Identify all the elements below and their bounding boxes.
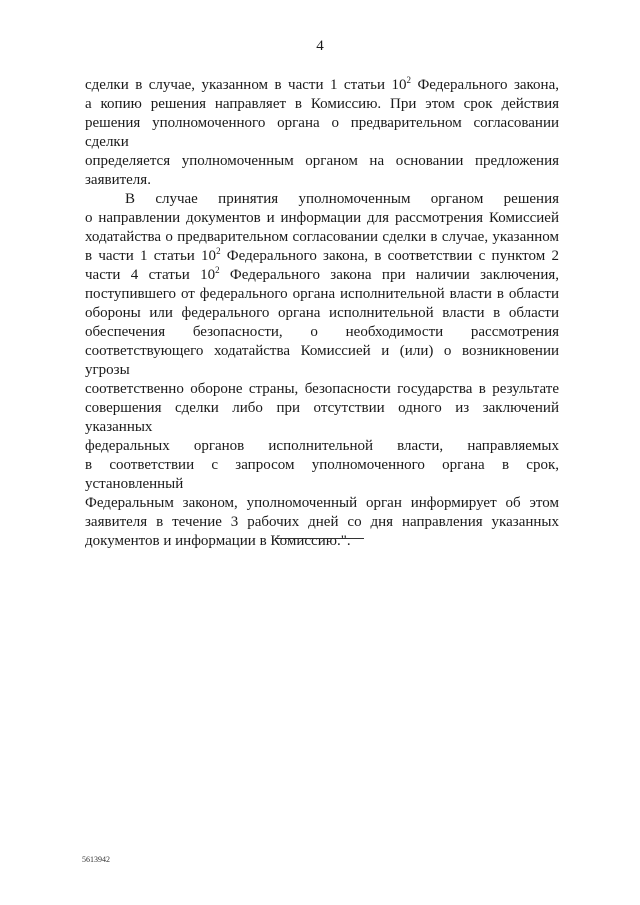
text-line: документов и информации в Комиссию.". xyxy=(85,533,351,549)
text-line xyxy=(85,247,559,266)
text-segment: Федерального закона, в соответствии с пунктом 2 xyxy=(220,248,559,264)
text-line: Федеральным законом, уполномоченный орган информирует об этом xyxy=(85,495,559,511)
text-line xyxy=(85,76,559,95)
text-line: решения уполномоченного органа о предварительном согласовании сделки xyxy=(85,115,559,150)
text-line: определяется уполномоченным органом на основании предложения xyxy=(85,153,559,169)
text-line: совершения сделки либо при отсутствии одного из заключений указанных xyxy=(85,400,559,435)
text-line: обеспечения безопасности, о необходимости рассмотрения xyxy=(85,324,559,340)
text-segment: сделки в случае, указанном в части 1 статьи 10 xyxy=(85,77,407,93)
text-line: обороны или федерального органа исполнительной власти в области xyxy=(85,305,559,321)
text-line xyxy=(85,266,559,285)
superscript: 2 xyxy=(216,246,221,256)
superscript: 2 xyxy=(215,265,220,275)
text-line: соответственно обороне страны, безопасности государства в результате xyxy=(85,381,559,397)
paragraph-2 xyxy=(85,190,559,551)
text-segment: в части 1 статьи 10 xyxy=(85,248,217,264)
superscript: 2 xyxy=(406,75,411,85)
page-number: 4 xyxy=(316,38,324,54)
text-line: о направлении документов и информации для рассмотрения Комиссией xyxy=(85,210,559,226)
text-line: соответствующего ходатайства Комиссией и (или) о возникновении угрозы xyxy=(85,343,559,378)
text-line: поступившего от федерального органа исполнительной власти в области xyxy=(85,286,559,302)
text-line: В случае принятия уполномоченным органом решения xyxy=(125,191,559,207)
separator-line xyxy=(275,538,364,539)
document-id: 5613942 xyxy=(82,855,110,864)
text-line: заявителя. xyxy=(85,172,151,188)
paragraph-1 xyxy=(85,76,559,190)
text-segment: части 4 статьи 10 xyxy=(85,267,216,283)
text-line: федеральных органов исполнительной власти, направляемых xyxy=(85,438,559,454)
text-line: заявителя в течение 3 рабочих дней со дня направления указанных xyxy=(85,514,559,530)
text-line: ходатайства о предварительном согласовании сделки в случае, указанном xyxy=(85,229,559,245)
text-segment: Федерального закона при наличии заключения, xyxy=(219,267,560,283)
document-body xyxy=(85,76,559,551)
text-line: а копию решения направляет в Комиссию. При этом срок действия xyxy=(85,96,559,112)
text-segment: Федерального закона, xyxy=(410,77,559,93)
text-line: в соответствии с запросом уполномоченного органа в срок, установленный xyxy=(85,457,559,492)
